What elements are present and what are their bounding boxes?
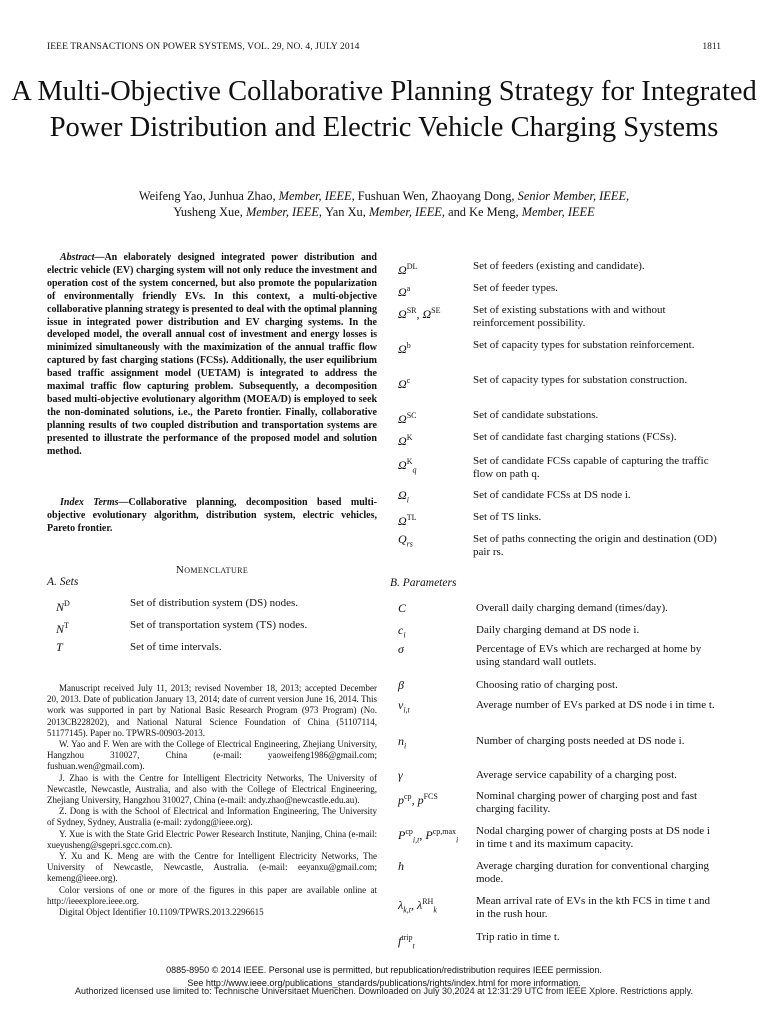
symbol <box>398 790 438 807</box>
symbol <box>56 619 69 636</box>
symbol-sup: trip <box>401 933 413 942</box>
symbol <box>398 860 404 873</box>
nomenclature-desc: Set of candidate fast charging stations (FCSs). <box>473 431 677 443</box>
section-b-heading: B. Parameters <box>390 577 457 589</box>
symbol-base: Ω <box>398 377 407 391</box>
nomenclature-desc: Set of existing substations with and without reinforcement possibility. <box>473 304 666 329</box>
abstract-lead: Abstract <box>60 252 95 263</box>
symbol-base: h <box>398 859 404 873</box>
nomenclature-desc: Set of candidate FCSs capable of capturing the traffic flow on path q. <box>473 455 709 480</box>
footnote: Color versions of one or more of the figures in this paper are available online at http://ieeexplore.ieee.org. <box>47 884 377 906</box>
symbol-base: P <box>398 828 406 842</box>
symbol-base: T <box>56 640 63 654</box>
nomenclature-desc: Set of candidate substations. <box>473 409 599 421</box>
parameter-desc: Overall daily charging demand (times/day). <box>476 602 668 614</box>
symbol-sup: a <box>406 284 411 293</box>
nomenclature-desc: Set of TS links. <box>473 511 542 523</box>
symbol-base: Ω <box>398 412 407 426</box>
symbol <box>398 511 416 528</box>
symbol-base: Q <box>398 532 407 546</box>
symbol-base: Ω <box>398 263 407 277</box>
symbol-sub: i <box>404 741 407 751</box>
parameter-desc: Daily charging demand at DS node i. <box>476 624 640 636</box>
symbol-base-2: , P <box>419 828 433 842</box>
symbol-sup-2: cp,max <box>432 827 457 836</box>
nomenclature-desc: Set of capacity types for substation construction. <box>473 374 688 386</box>
author-name: Weifeng Yao, <box>138 189 209 203</box>
symbol-base: f <box>398 934 402 948</box>
symbol <box>398 533 413 550</box>
symbol-sub-2: k <box>433 905 437 915</box>
symbol <box>398 339 411 356</box>
symbol <box>398 679 404 692</box>
symbol <box>398 931 415 952</box>
symbol-sup: cp <box>404 792 412 801</box>
symbol <box>398 624 406 641</box>
symbol <box>398 455 416 476</box>
section-a-heading: A. Sets <box>47 576 79 588</box>
symbol-base-2: , Ω <box>416 307 432 321</box>
symbol-base: Ω <box>398 458 407 472</box>
parameter-desc: Average charging duration for conventional charging mode. <box>476 860 710 885</box>
symbol-sup: K <box>406 457 413 466</box>
author-name: and Ke Meng, <box>448 205 522 219</box>
symbol-base-2: , p <box>411 793 424 807</box>
symbol-sub: t <box>412 941 415 951</box>
symbol-sup: SC <box>406 411 417 420</box>
index-terms-text: —Collaborative planning, decomposition based multi-objective evolutionary algorithm, distribution system, electric vehicles, Pareto frontier. <box>47 497 377 534</box>
symbol-base: p <box>398 793 404 807</box>
author-name: Yan Xu, <box>325 205 369 219</box>
footnote: Y. Xu and K. Meng are with the Centre for Intelligent Electricity Networks, The University of Newcastle, Newcastle, Australia. (e-mail: eeyanxu@gmail.com; kemeng@ieee.org). <box>47 851 377 884</box>
symbol-base: λ <box>398 898 404 912</box>
paper-title: A Multi-Objective Collaborative Planning Strategy for Integrated Power Distribution and Electric Vehicle Charging Systems <box>11 76 757 143</box>
nomenclature-title: Nomenclature <box>175 564 249 576</box>
symbol-base: σ <box>398 642 404 656</box>
symbol-base: c <box>398 623 404 637</box>
author-role: Senior Member, IEEE, <box>517 189 630 203</box>
symbol-sup: SR <box>406 306 417 315</box>
symbol <box>398 769 403 782</box>
nomenclature-desc: Set of transportation system (TS) nodes. <box>130 619 308 631</box>
parameter-desc: Average service capability of a charging post. <box>476 769 677 781</box>
symbol <box>398 409 416 426</box>
parameter-desc: Average number of EVs parked at DS node i in time t. <box>476 699 715 711</box>
symbol-sub: rs <box>406 539 413 549</box>
author-name: Yusheng Xue, <box>173 205 246 219</box>
nomenclature-desc: Set of paths connecting the origin and destination (OD) pair rs. <box>473 533 717 558</box>
author-list <box>0 188 768 220</box>
author-name: Fushuan Wen, <box>357 189 432 203</box>
symbol-sup: c <box>406 376 411 385</box>
symbol <box>398 489 409 506</box>
license-notice: Authorized licensed use limited to: Technische Universitaet Muenchen. Downloaded on July 30,2024 at 12:31:29 UTC from IEEE Xplore. Restrictions apply. <box>75 986 693 996</box>
symbol-sub: k,t <box>403 905 411 915</box>
symbol <box>398 602 406 615</box>
symbol-sub: i,t <box>403 705 410 715</box>
symbol-sup: T <box>64 621 69 630</box>
nomenclature-desc: Set of capacity types for substation reinforcement. <box>473 339 695 351</box>
journal-header: IEEE TRANSACTIONS ON POWER SYSTEMS, VOL. 29, NO. 4, JULY 2014 <box>47 42 360 52</box>
parameter-desc: Trip ratio in time t. <box>476 931 560 943</box>
index-terms-lead: Index Terms <box>60 497 119 508</box>
nomenclature-desc: Set of candidate FCSs at DS node i. <box>473 489 631 501</box>
footnote: Z. Dong is with the School of Electrical and Information Engineering, The University of Sydney, Sydney, Australia (e-mail: zydong@ieee.org). <box>47 806 377 828</box>
footnote: Y. Xue is with the State Grid Electric Power Research Institute, Nanjing, China (e-mail: xueyusheng@sgepri.sgcc.com.cn). <box>47 828 377 850</box>
symbol <box>56 641 63 654</box>
symbol-base: Ω <box>398 307 407 321</box>
symbol-sub-2: i <box>456 835 459 845</box>
abstract-text: —An elaborately designed integrated power distribution and electric vehicle (EV) charging system will not only reduce the investment and operation cost of the system concerned, but also promote the popularization of environmentally friendly EVs. In this context, a multi-objective collaborative planning strategy is presented to deal with the optimal planning issue in integrated power distribution and EV charging systems. In the developed model, the overall annual cost of investment and energy losses is minimized simultaneously with the maximization of the annual traffic flow captured by fast charging stations (FCSs). Additionally, the user equilibrium based traffic assignment model (UETAM) is integrated to address the maximal traffic flow capturing problem. Subsequently, a decomposition based multi-objective evolutionary algorithm (MOEA/D) is employed to seek the non-dominated solutions, i.e., the Pareto frontier. Finally, collaborative planning results of two coupled distribution and transportation systems are presented to illustrate the performance of the proposed model and solution method. <box>47 252 377 457</box>
symbol-sub: i <box>406 495 409 505</box>
footnote: J. Zhao is with the Centre for Intelligent Electricity Networks, The University of Newcastle, Newcastle, Australia, and also with the College of Electrical Engineering, Zhejiang University, Hangzhou 310027, China (e-mail: andy.zhao@newcastle.edu.au). <box>47 772 377 806</box>
symbol-base: Ω <box>398 488 407 502</box>
author-name: Zhaoyang Dong, <box>431 189 518 203</box>
author-name: Junhua Zhao, <box>208 189 279 203</box>
footnote: Digital Object Identifier 10.1109/TPWRS.2013.2296615 <box>59 907 264 918</box>
parameter-desc: Number of charging posts needed at DS node i. <box>476 735 685 747</box>
symbol <box>398 374 410 391</box>
symbol <box>398 282 410 299</box>
symbol-sub: i,t <box>412 835 420 845</box>
symbol-base: Ω <box>398 514 407 528</box>
symbol-base-2: , λ <box>410 898 423 912</box>
symbol <box>398 431 412 448</box>
parameter-desc: Nominal charging power of charging post and fast charging facility. <box>476 790 698 815</box>
symbol-base: Ω <box>398 285 407 299</box>
symbol <box>398 304 441 321</box>
parameter-desc: Mean arrival rate of EVs in the kth FCS in time t and in the rush hour. <box>476 895 711 920</box>
symbol-base: γ <box>398 768 403 782</box>
symbol <box>398 699 410 716</box>
symbol-sub: i <box>403 630 406 640</box>
page-number: 1811 <box>702 42 721 52</box>
nomenclature-desc: Set of time intervals. <box>130 641 222 653</box>
symbol-sup: cp <box>405 827 413 836</box>
nomenclature-desc: Set of feeders (existing and candidate). <box>473 260 645 272</box>
symbol-sup: b <box>406 341 411 350</box>
symbol-base: v <box>398 698 404 712</box>
symbol-sup: K <box>406 433 413 442</box>
symbol-base: Ω <box>398 434 407 448</box>
symbol <box>398 895 437 916</box>
symbol-base: β <box>398 678 404 692</box>
symbol <box>398 643 404 656</box>
symbol-base: N <box>56 600 65 614</box>
symbol-sup: D <box>64 599 70 608</box>
symbol <box>398 735 406 752</box>
parameter-desc: Choosing ratio of charging post. <box>476 679 618 691</box>
footnote: Manuscript received July 11, 2013; revised November 18, 2013; accepted December 20, 2013. Date of publication January 13, 2014; date of current version June 16, 2014. This work was supported in part by National Basic Research Program (973 Program) (No. 2013CB228202), and National Natural Science Foundation of China (51107114, 51177145). Paper no. TPWRS-00903-2013. <box>47 683 377 738</box>
symbol <box>398 825 458 846</box>
author-role: Member, IEEE, <box>245 205 326 219</box>
symbol <box>56 597 70 614</box>
symbol-sup-2: RH <box>422 897 434 906</box>
symbol-base: C <box>398 601 407 615</box>
index-terms <box>47 497 377 536</box>
nomenclature-desc: Set of feeder types. <box>473 282 558 294</box>
symbol-base: Ω <box>398 342 407 356</box>
symbol-sup-2: SE <box>431 306 441 315</box>
author-role: Member, IEEE <box>521 205 595 219</box>
author-role: Member, IEEE, <box>278 189 358 203</box>
footnotes <box>47 683 377 918</box>
symbol-base: n <box>398 734 404 748</box>
parameter-desc: Nodal charging power of charging posts at DS node i in time t and its maximum capacity. <box>476 825 710 850</box>
symbol-sub: q <box>412 465 417 475</box>
copyright-notice: 0885-8950 © 2014 IEEE. Personal use is permitted, but republication/redistribution requires IEEE permission. <box>166 965 602 975</box>
nomenclature-desc: Set of distribution system (DS) nodes. <box>130 597 299 609</box>
symbol-sup-2: FCS <box>423 792 438 801</box>
abstract <box>47 252 377 459</box>
symbol-sup: DL <box>406 262 418 271</box>
author-role: Member, IEEE, <box>368 205 449 219</box>
symbol-base: N <box>56 622 65 636</box>
parameter-desc: Percentage of EVs which are recharged at home by using standard wall outlets. <box>476 643 702 668</box>
symbol <box>398 260 417 277</box>
symbol-sup: TL <box>406 513 417 522</box>
footnote: W. Yao and F. Wen are with the College of Electrical Engineering, Zhejiang University, Hangzhou 310027, China (e-mail: yaoweifeng1986@gmail.com; fushuan.wen@gmail.com). <box>47 739 377 772</box>
rights-link[interactable]: See http://www.ieee.org/publications_standards/publications/rights/index.html for more information. <box>187 978 581 988</box>
